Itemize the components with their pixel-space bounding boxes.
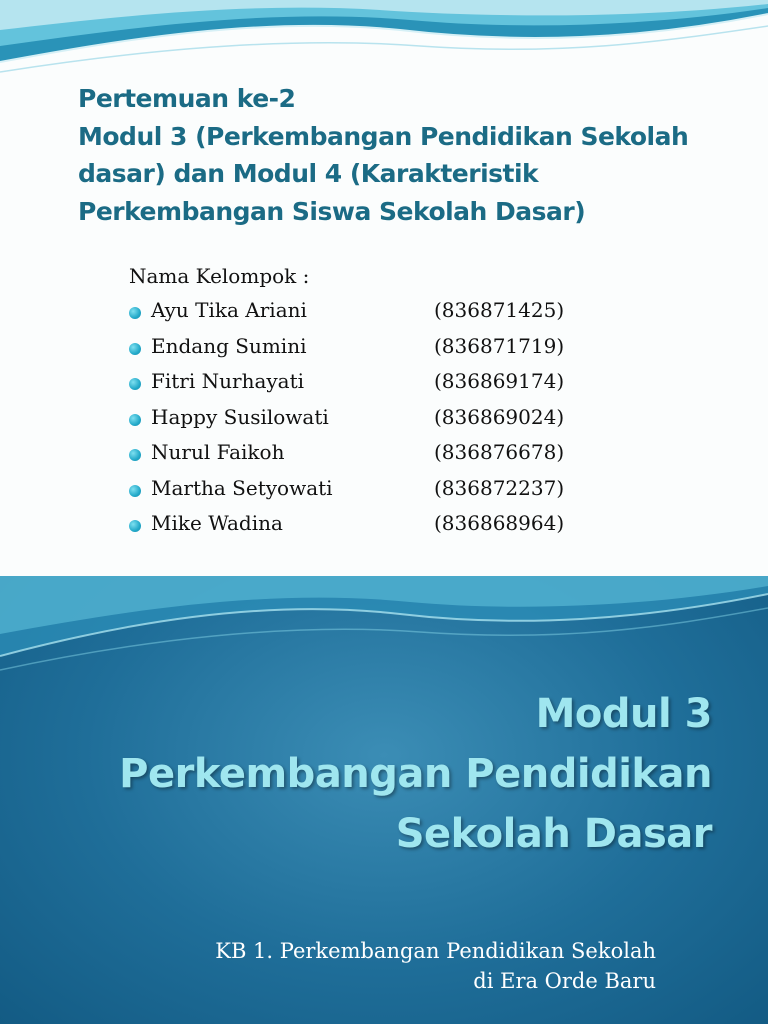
member-name: Fitri Nurhayati (151, 369, 305, 393)
slide-2-title-line-1: Modul 3 (535, 691, 712, 737)
member-id: (836869174) (434, 369, 565, 393)
title-line-4: Perkembangan Siswa Sekolah Dasar) (78, 196, 586, 226)
bullet-icon (129, 449, 141, 461)
slide-1-wave-header (0, 0, 768, 90)
bullet-icon (129, 414, 141, 426)
member-name: Mike Wadina (151, 511, 283, 535)
slide-2-subtitle (215, 936, 656, 997)
slide-2-subtitle-line-1: KB 1. Perkembangan Pendidikan Sekolah (215, 939, 656, 963)
slide-2-title-line-3: Sekolah Dasar (395, 811, 712, 857)
member-name: Nurul Faikoh (151, 440, 285, 464)
member-id: (836871719) (434, 333, 565, 358)
member-name: Endang Sumini (151, 333, 307, 358)
bullet-icon (129, 520, 141, 532)
slide-2-subtitle-line-2: di Era Orde Baru (473, 969, 656, 994)
member-id: (836868964) (434, 511, 565, 535)
slide-2-title (72, 684, 712, 864)
member-name: Happy Susilowati (151, 404, 329, 429)
title-line-3: dasar) dan Modul 4 (Karakteristik (78, 159, 539, 188)
member-id: (836876678) (434, 440, 565, 464)
bullet-icon (129, 485, 141, 497)
group-label: Nama Kelompok : (129, 264, 310, 288)
bullet-icon (129, 343, 141, 355)
title-line-1: Pertemuan ke-2 (78, 84, 296, 113)
member-name: Martha Setyowati (151, 475, 333, 500)
slide-2 (0, 576, 768, 1024)
member-id: (836871425) (434, 298, 565, 322)
slide-2-wave-header (0, 576, 768, 686)
slide-1-title (78, 80, 758, 230)
title-line-2: Modul 3 (Perkembangan Pendidikan Sekolah (78, 121, 689, 151)
member-id: (836872237) (434, 475, 565, 500)
slide-2-title-line-2: Perkembangan Pendidikan (119, 751, 712, 797)
member-id: (836869024) (434, 404, 565, 429)
bullet-icon (129, 378, 141, 390)
member-name: Ayu Tika Ariani (151, 298, 307, 322)
bullet-icon (129, 307, 141, 319)
